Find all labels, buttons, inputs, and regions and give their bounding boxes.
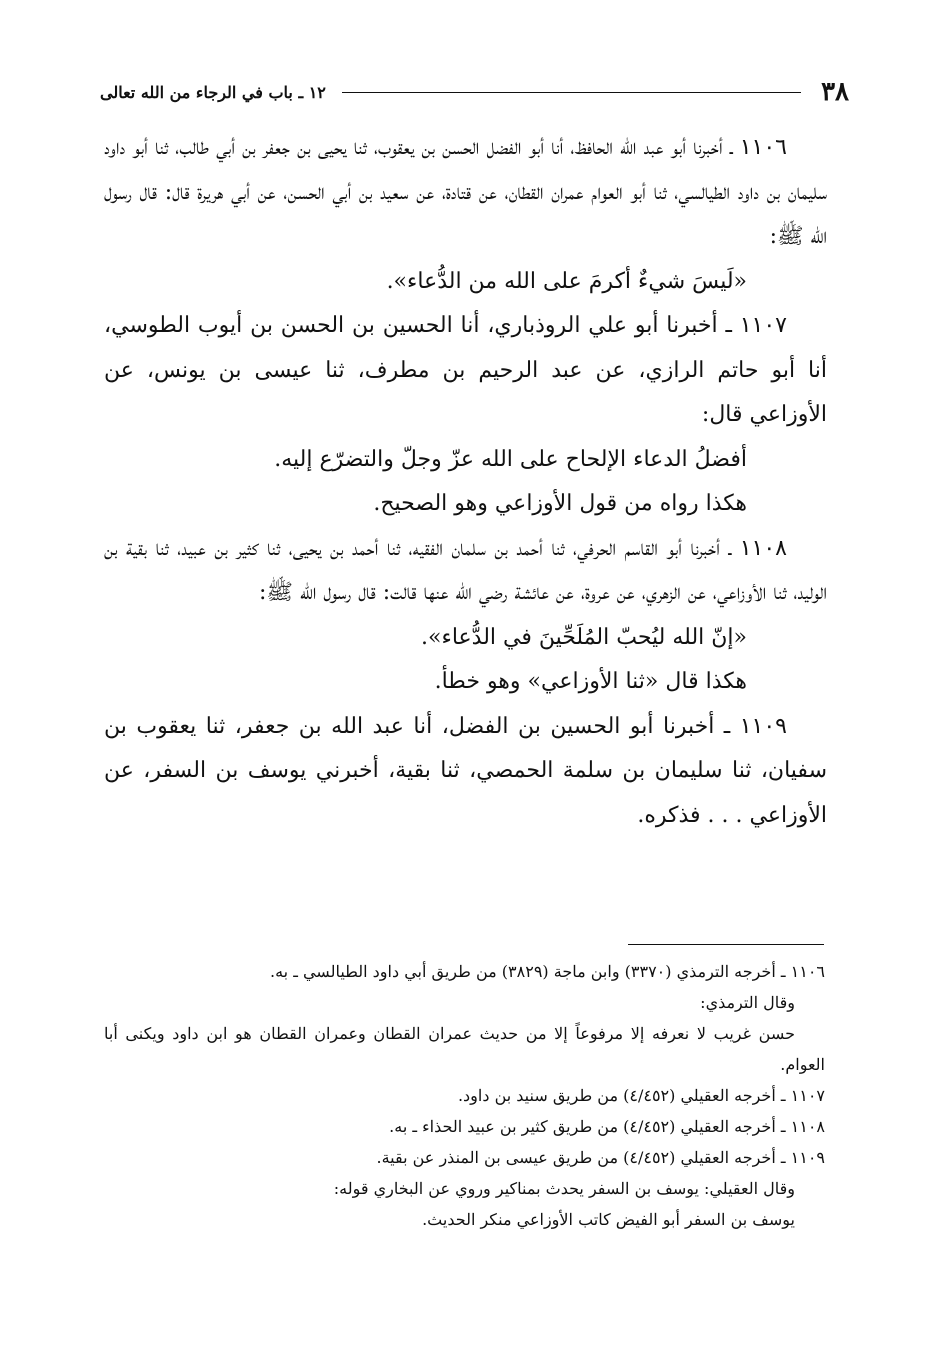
footnote-1109-bukhari-quote: يوسف بن السفر أبو الفيض كاتب الأوزاعي منكر الحديث. xyxy=(422,1210,795,1229)
footnote-1109: ١١٠٩ ـ أخرجه العقيلي (٤/٤٥٢) من طريق عيسى بن المنذر عن بقية. xyxy=(376,1148,825,1167)
comment-1108: هكذا قال «ثنا الأوزاعي» وهو خطأ. xyxy=(434,669,747,694)
footnote-1109-uqayli-comment: وقال العقيلي: يوسف بن السفر يحدث بمناكير وروي عن البخاري قوله: xyxy=(333,1179,795,1198)
paragraph-1108: ١١٠٨ ـ أخبرنا أبو القاسم الحرفي، ثنا أحمد بن سلمان الفقيه، ثنا أحمد بن يحيى، ثنا كثير بن عبيد، ثنا بقية بن الوليد، ثنا الأوزاعي، عن الزهري، عن عروة، عن عائشة رضي الله عنها قالت: قال رسول الله ﷺ: xyxy=(104,535,827,605)
footnote-separator xyxy=(628,944,824,945)
main-text xyxy=(104,126,827,838)
page-number: ٣٨ xyxy=(821,77,849,107)
paragraph-1109: ١١٠٩ ـ أخبرنا أبو الحسين بن الفضل، أنا عبد الله بن جعفر، ثنا يعقوب بن سفيان، ثنا سليمان بن سلمة الحمصي، ثنا بقية، أخبرني يوسف بن السفر، عن الأوزاعي . . . فذكره. xyxy=(104,713,827,828)
footnote-1107: ١١٠٧ ـ أخرجه العقيلي (٤/٤٥٢) من طريق سنيد بن داود. xyxy=(457,1086,825,1105)
hadith-quote-1108: «إنّ الله ليُحبّ المُلَحِّينَ في الدُّعاء». xyxy=(421,624,747,650)
footnotes xyxy=(104,956,825,1235)
running-head: ١٢ ـ باب في الرجاء من الله تعالى xyxy=(100,82,326,102)
footnote-1106: ١١٠٦ ـ أخرجه الترمذي (٣٣٧٠) وابن ماجة (٣٨٢٩) من طريق أبي داود الطيالسي ـ به. xyxy=(269,962,825,981)
comment-1107: هكذا رواه من قول الأوزاعي وهو الصحيح. xyxy=(373,491,747,516)
page-header xyxy=(100,72,849,112)
footnote-1108: ١١٠٨ ـ أخرجه العقيلي (٤/٤٥٢) من طريق كثير بن عبيد الحذاء ـ به. xyxy=(389,1117,825,1136)
footnote-1106-tirmidhi-comment: حسن غريب لا نعرفه إلا مرفوعاً إلا من حديث عمران القطان وعمران القطان هو ابن داود ويكنى أبا العوام. xyxy=(104,1024,825,1074)
hadith-quote-1106: «لَيسَ شيءٌ أكرمَ على الله من الدُّعاء». xyxy=(386,268,747,294)
footnote-1106-tirmidhi-label: وقال الترمذي: xyxy=(700,993,795,1012)
quote-1107: أفضلُ الدعاء الإلحاح على الله عزّ وجلّ والتضرّع إليه. xyxy=(274,446,747,472)
paragraph-1106: ١١٠٦ ـ أخبرنا أبو عبد الله الحافظ، أنا أبو الفضل الحسن بن يعقوب، ثنا يحيى بن جعفر بن أبي طالب، ثنا أبو داود سليمان بن داود الطيالسي، ثنا أبو العوام عمران القطان، عن قتادة، عن سعيد بن أبي الحسن، عن أبي هريرة قال: قال رسول الله ﷺ: xyxy=(104,135,827,249)
header-rule xyxy=(342,92,801,93)
paragraph-1107: ١١٠٧ ـ أخبرنا أبو علي الروذباري، أنا الحسين بن الحسن بن أيوب الطوسي، أنا أبو حاتم الرازي، عن عبد الرحيم بن مطرف، ثنا عيسى بن يونس، عن الأوزاعي قال: xyxy=(104,313,827,427)
